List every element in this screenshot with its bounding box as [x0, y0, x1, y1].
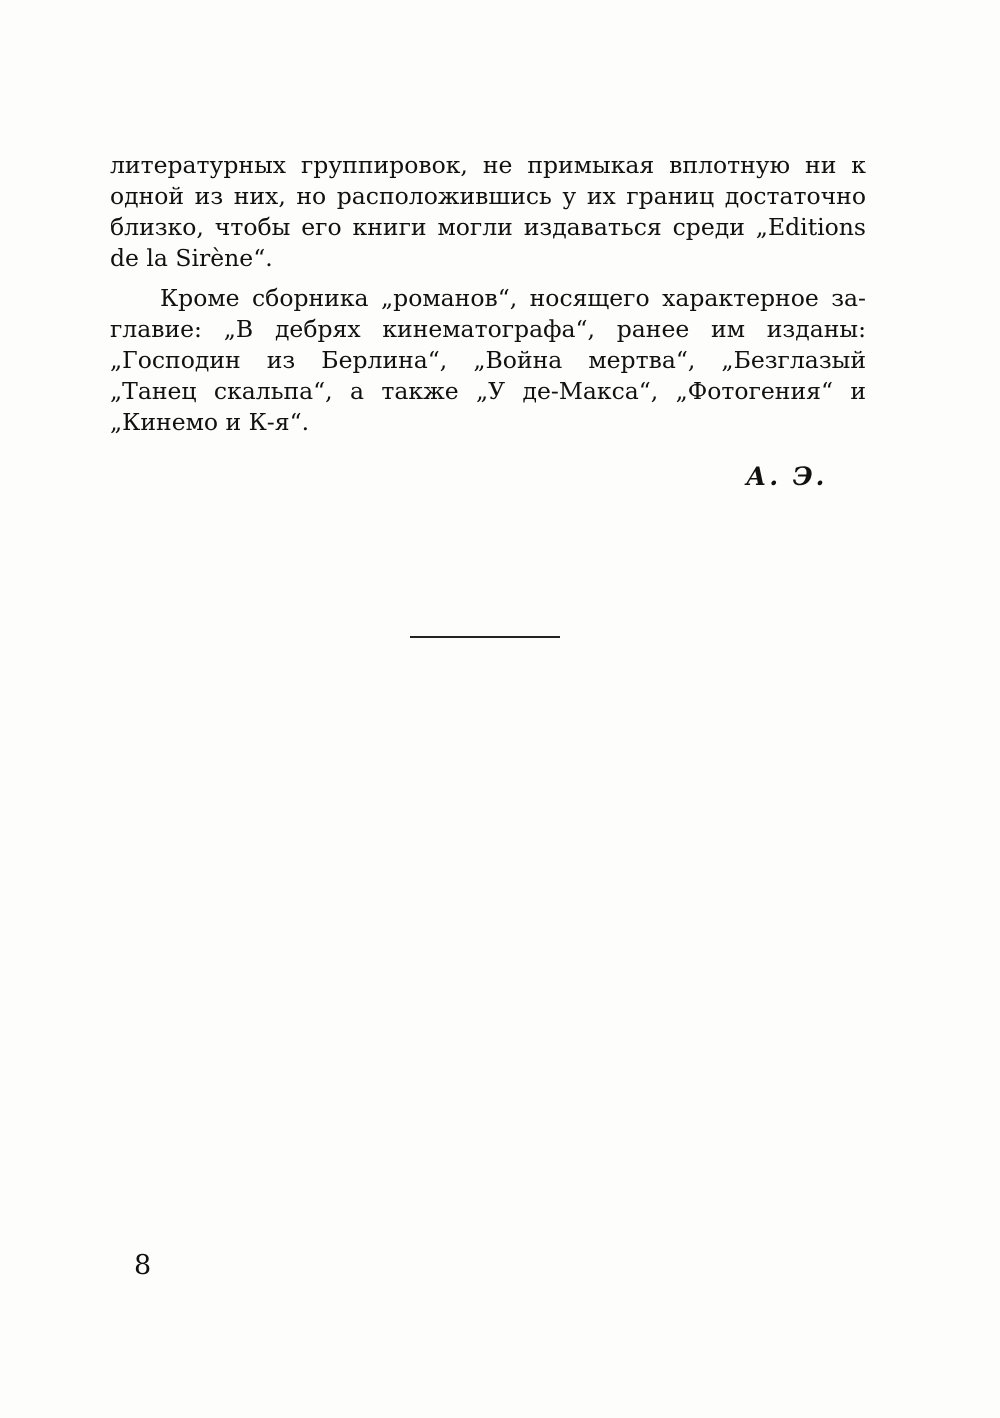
text-line: литературных группировок, не примыкая вплотную ни к [110, 151, 866, 179]
text-line: de la Sirène“. [110, 244, 273, 272]
body-text [110, 150, 866, 438]
page-number: 8 [134, 1250, 152, 1281]
text-line: главие: „В дебрях кинематографа“, ранее им изданы: [110, 315, 866, 343]
author-signature: А. Э. [746, 462, 828, 491]
section-divider [410, 636, 560, 638]
text-line: одной из них, но расположившись у их границ достаточно [110, 182, 866, 210]
text-line: близко, чтобы его книги могли издаваться среди „Editions [110, 213, 866, 241]
text-line: „Господин из Берлина“, „Война мертва“, „Безглазый [110, 346, 866, 374]
paragraph-gap [110, 274, 866, 283]
text-line: „Танец скальпа“, а также „У де-Макса“, „Фотогения“ и [110, 377, 866, 405]
text-line: „Кинемо и К-я“. [110, 408, 310, 436]
text-line: Кроме сборника „романов“, носящего характерное за- [160, 284, 866, 312]
